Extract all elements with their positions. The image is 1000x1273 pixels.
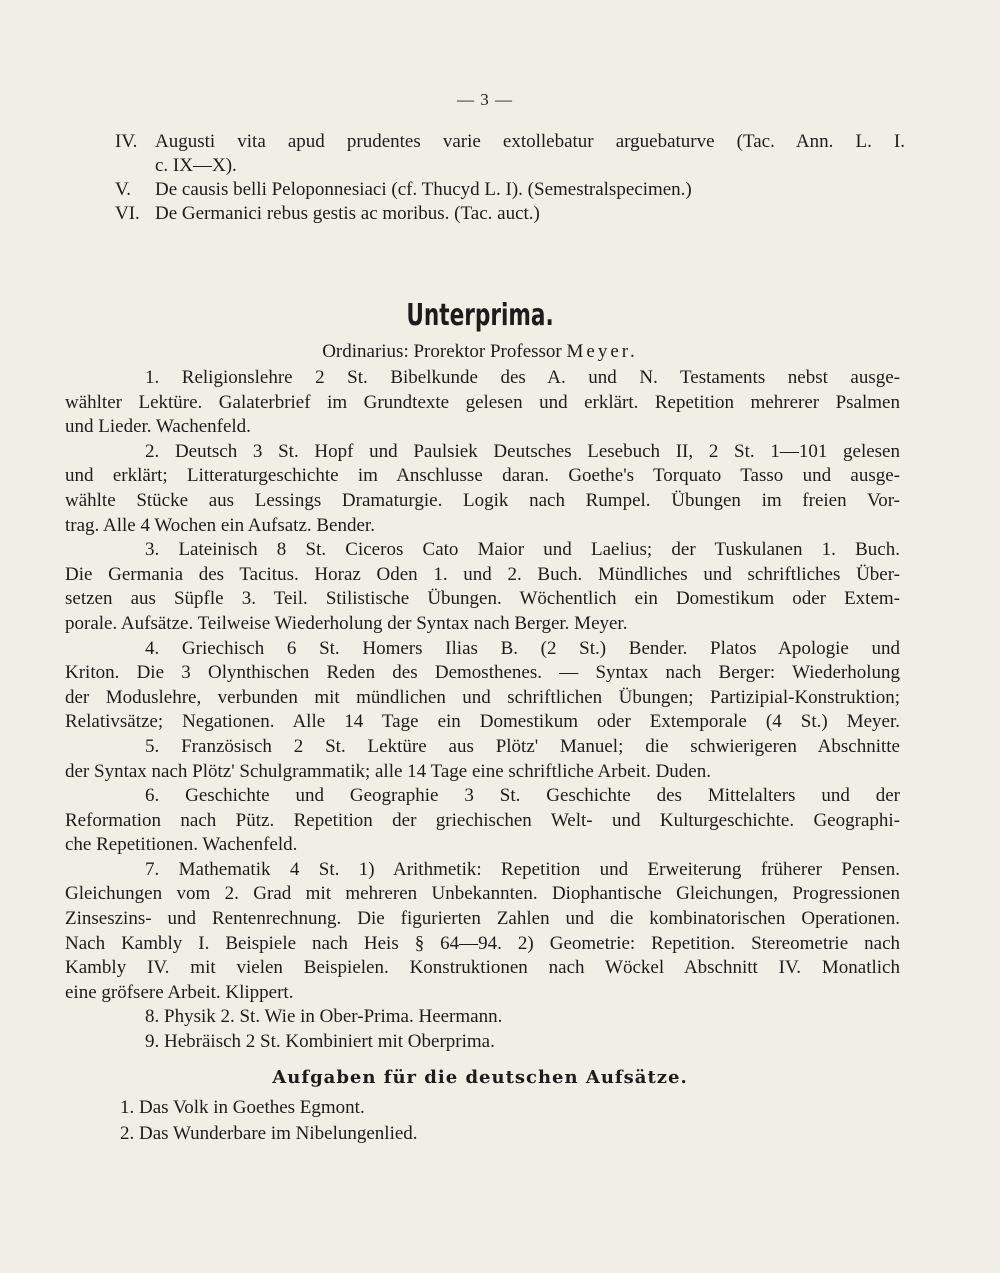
text-line: porale. Aufsätze. Teilweise Wiederholung der Syntax nach Berger. Meyer. [65, 612, 628, 634]
text-line: 5. Französisch 2 St. Lektüre aus Plötz' Manuel; die schwierigeren Abschnitte [145, 735, 900, 757]
ordinarius-name: Meyer. [566, 341, 638, 362]
topic-number: V. [115, 179, 132, 200]
text-line: wählte Stücke aus Lessings Dramaturgie. Logik nach Rumpel. Übungen im freien Vor- [65, 489, 900, 511]
page-number: — 3 — [457, 90, 513, 109]
essay-themes-heading: Aufgaben für die deutschen Aufsätze. [272, 1067, 688, 1088]
ordinarius-label: Ordinarius: Prorektor Professor [322, 341, 562, 362]
topic-line: De Germanici rebus gestis ac moribus. (Tac. auct.) [155, 203, 540, 224]
text-line: eine gröfsere Arbeit. Klippert. [65, 981, 294, 1003]
text-line: und Lieder. Wachenfeld. [65, 416, 251, 438]
curriculum-text [65, 366, 900, 1055]
text-line: che Repetitionen. Wachenfeld. [65, 834, 298, 856]
topic-number: IV. [115, 131, 138, 152]
text-line: Nach Kambly I. Beispiele nach Heis § 64—94. 2) Geometrie: Repetition. Stereometrie nach [65, 932, 900, 954]
topic-line: c. IX—X). [155, 155, 237, 176]
topic-item [115, 202, 905, 226]
essay-theme: 2. Das Wunderbare im Nibelungenlied. [120, 1123, 418, 1144]
text-line: setzen aus Süpfle 3. Teil. Stilistische Übungen. Wöchentlich ein Domestikum oder Extem- [65, 588, 900, 610]
essay-topic-list [115, 130, 905, 226]
text-line: und erklärt; Litteraturgeschichte im Anschlusse daran. Goethe's Torquato Tasso und ausge- [65, 465, 900, 487]
topic-item [115, 178, 905, 202]
text-line: Relativsätze; Negationen. Alle 14 Tage ein Domestikum oder Extemporale (4 St.) Meyer. [65, 711, 900, 733]
text-line: Die Germania des Tacitus. Horaz Oden 1. und 2. Buch. Mündliches und schriftliches Über- [65, 563, 900, 585]
text-line: 2. Deutsch 3 St. Hopf und Paulsiek Deutsches Lesebuch II, 2 St. 1—101 gelesen [145, 440, 900, 462]
topic-line: De causis belli Peloponnesiaci (cf. Thucyd L. I). (Semestralspecimen.) [155, 179, 692, 200]
ordinarius-line [0, 341, 960, 363]
section-heading: Unterprima. [406, 298, 554, 333]
text-line: trag. Alle 4 Wochen ein Aufsatz. Bender. [65, 514, 375, 536]
topic-item [115, 130, 905, 178]
text-line: 7. Mathematik 4 St. 1) Arithmetik: Repetition und Erweiterung früherer Pensen. [145, 858, 900, 880]
text-line: 9. Hebräisch 2 St. Kombiniert mit Oberprima. [145, 1031, 495, 1053]
topic-number: VI. [115, 203, 140, 224]
text-line: der Moduslehre, verbunden mit mündlichen und schriftlichen Übungen; Partizipial-Konstruktion; [65, 686, 900, 708]
text-line: 3. Lateinisch 8 St. Ciceros Cato Maior und Laelius; der Tuskulanen 1. Buch. [145, 539, 900, 561]
text-line: Kriton. Die 3 Olynthischen Reden des Demosthenes. — Syntax nach Berger: Wiederholung [65, 662, 900, 684]
text-line: Gleichungen vom 2. Grad mit mehreren Unbekannten. Diophantische Gleichungen, Progressionen [65, 883, 900, 905]
text-line: Kambly IV. mit vielen Beispielen. Konstruktionen nach Wöckel Abschnitt IV. Monatlich [65, 957, 900, 979]
text-line: 1. Religionslehre 2 St. Bibelkunde des A. und N. Testaments nebst ausge- [145, 367, 900, 388]
text-line: Reformation nach Pütz. Repetition der griechischen Welt- und Kulturgeschichte. Geographi- [65, 809, 900, 831]
text-line: Zinseszins- und Rentenrechnung. Die figurierten Zahlen und die kombinatorischen Operationen. [65, 908, 900, 930]
text-line: der Syntax nach Plötz' Schulgrammatik; alle 14 Tage eine schriftliche Arbeit. Duden. [65, 760, 711, 782]
text-line: 8. Physik 2. St. Wie in Ober-Prima. Heermann. [145, 1006, 503, 1028]
text-line: 4. Griechisch 6 St. Homers Ilias B. (2 St.) Bender. Platos Apologie und [145, 637, 900, 659]
topic-line: Augusti vita apud prudentes varie extollebatur arguebaturve (Tac. Ann. L. I. [155, 131, 905, 152]
essay-themes-list [120, 1095, 620, 1147]
text-line: 6. Geschichte und Geographie 3 St. Geschichte des Mittelalters und der [145, 785, 900, 807]
essay-theme: 1. Das Volk in Goethes Egmont. [120, 1097, 365, 1118]
text-line: wählter Lektüre. Galaterbrief im Grundtexte gelesen und erklärt. Repetition mehrerer Psalmen [65, 391, 900, 413]
